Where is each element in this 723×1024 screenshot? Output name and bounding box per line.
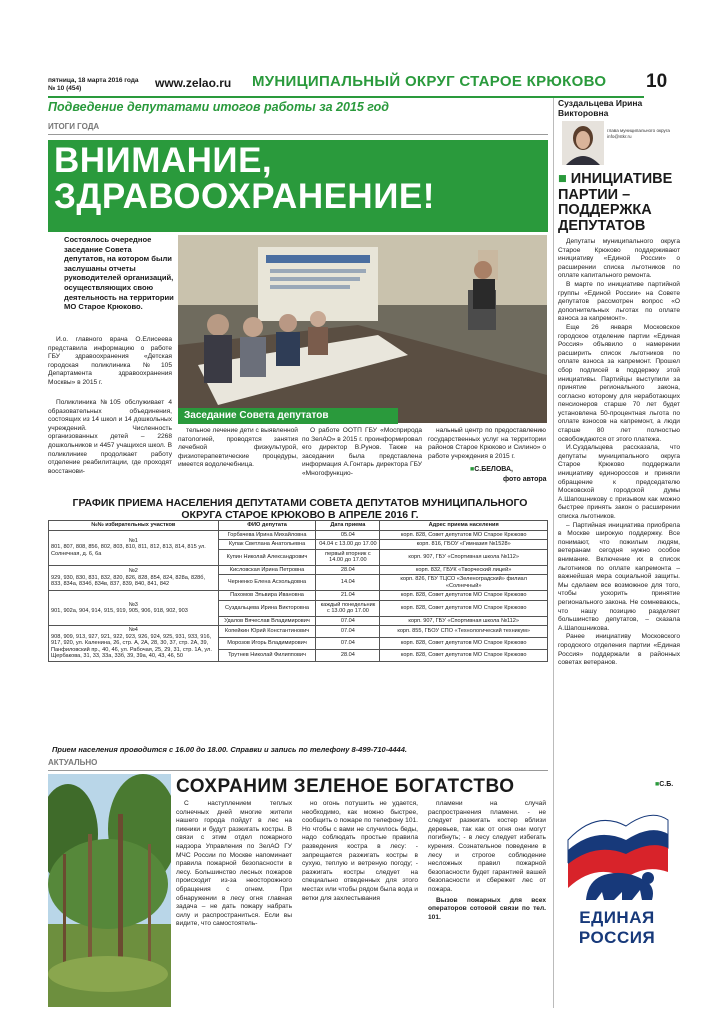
logo-text-line-1: ЕДИНАЯ xyxy=(579,908,655,927)
byline-author: С.БЕЛОВА, xyxy=(474,466,513,473)
article-column-1b xyxy=(48,399,172,476)
deputy-name: Суздальцева Ирина Викторовна xyxy=(218,600,316,616)
header-address: Адрес приема населения xyxy=(380,521,548,531)
right-headline: ■ ИНИЦИАТИВЕ ПАРТИИ – ПОДДЕРЖКА ДЕПУТАТОВ xyxy=(558,171,673,234)
group-cell xyxy=(49,565,219,591)
byline-name: ■С.БЕЛОВА, xyxy=(470,466,513,473)
reception-date: 28.04 xyxy=(316,649,380,661)
reception-address: корп. 907, ГБУ «Спортивная школа №112» xyxy=(380,549,548,565)
reception-address: корп. 907, ГБУ «Спортивная школа №112» xyxy=(380,616,548,626)
reception-date: каждый понедельник с 13.00 до 17.00 xyxy=(316,600,380,616)
site-link[interactable]: www.zelao.ru xyxy=(155,76,232,90)
table-row xyxy=(49,626,548,638)
meeting-photo xyxy=(178,235,547,423)
forest-photo xyxy=(48,774,171,1007)
a2-col1-text: С наступлением теплых солнечных дней многие жители нашего города пойдут в лес на пикники и будут разжигать костры. В связи с этим отдел пожарного надзора Управления по ЗелАО ГУ МЧС России по Москве напоминает правила пожарной безопасности в лесу. Большинство лесных пожаров происходит из-за неосторожного обращения с огнем. При обнаружении в лесу огня главная задача – не дать пожару набрать силу и распространиться. Если вы видите, что самостоятель- xyxy=(176,800,292,928)
article2-column-1 xyxy=(176,800,292,929)
col1-text: И.о. главного врача О.Елисеева представила информацию о работе ГБУ здравоохранения «Детская городская поликлиника №105 Департамента здравоохранения Москвы» в 2015 г. xyxy=(48,336,172,386)
banner-line-1: ВНИМАНИЕ, xyxy=(54,141,273,180)
col1b-text: Поликлиника №105 обслуживает 4 образовательных объединения, состоящих из 14 школ и 14 дошкольных учреждений. Численность организованных детей – 2268 дошкольников и 4457 учащихся школ. В поликлинике продолжает работу отделение реабилитации, где проходят восстанови- xyxy=(48,399,172,475)
col3-text: О работе ООТП ГБУ «Мосприрода по ЗелАО» в 2015 г. проинформировал его директор В.Рунов. Также на заседании была представлена информация А.Гонтарь директора ГБУ «Многофункцио- xyxy=(302,427,422,477)
reception-date: 05.04 xyxy=(316,530,380,540)
group-areas: 901, 902a, 904, 914, 915, 919, 905, 906, 918, 902, 903 xyxy=(51,608,188,614)
group-label: №2 xyxy=(128,568,138,574)
right-headline-text: ИНИЦИАТИВЕ ПАРТИИ – ПОДДЕРЖКА ДЕПУТАТОВ xyxy=(558,171,673,234)
banner-line-2: ЗДРАВООХРАНЕНИЕ! xyxy=(54,177,435,216)
reception-date: первый вторник с 14.00 до 17.00 xyxy=(316,549,380,565)
article-column-2 xyxy=(178,427,298,470)
right-paragraph: Ранее инициативу Московского городского отделения партии «Единая Россия» поддержали в районных советах ветеранов. xyxy=(558,633,680,667)
photo-caption: Заседание Совета депутатов xyxy=(178,408,398,424)
reception-address: корп. 828, Совет депутатов МО Старое Крюково xyxy=(380,530,548,540)
col4-text: нальный центр по предоставлению государственных услуг на территории районов Старое Крюково и Силино» о работе учреждения в 2015 г. xyxy=(428,427,546,460)
group-cell xyxy=(49,626,219,662)
author-name: Суздальцева Ирина Викторовна xyxy=(558,98,643,118)
byline-role: фото автора xyxy=(503,476,547,483)
schedule-title-line-1: ГРАФИК ПРИЕМА НАСЕЛЕНИЯ ДЕПУТАТАМИ СОВЕТА ДЕПУТАТОВ МУНИЦИПАЛЬНОГО xyxy=(72,497,528,509)
deputy-name: Удалов Вячеслав Владимирович xyxy=(218,616,316,626)
article2-column-2 xyxy=(302,800,418,903)
right-paragraph: Депутаты муниципального округа Старое Крюково поддерживают инициативу «Единой России» о расширении списка льготников по оплате капитального ремонта. xyxy=(558,238,680,280)
reception-address: корп. 832, ГБУК «Творческий лицей» xyxy=(380,565,548,575)
reception-address: корп. 828, Совет депутатов МО Старое Крюково xyxy=(380,591,548,601)
masthead-title: МУНИЦИПАЛЬНЫЙ ОКРУГ СТАРОЕ КРЮКОВО xyxy=(252,73,607,90)
reception-date: 07.04 xyxy=(316,637,380,649)
header-areas: №№ избирательных участков xyxy=(49,521,219,531)
header-deputy: ФИО депутата xyxy=(218,521,316,531)
reception-date: 07.04 xyxy=(316,626,380,638)
group-cell xyxy=(49,530,219,565)
right-paragraph: В марте по инициативе партийной группы «Единой России» на Совете депутатов рассмотрен вопрос «О дополнительных льготах по оплате взноса за капремонт». xyxy=(558,280,680,323)
right-article-body xyxy=(558,238,680,668)
table-row xyxy=(49,591,548,601)
deputy-name: Горбачева Ирина Михайловна xyxy=(218,530,316,540)
schedule-table xyxy=(48,520,548,662)
table-row xyxy=(49,530,548,540)
section-headline: Подведение депутатами итогов работы за 2015 год xyxy=(48,100,390,114)
schedule-title-line-2: ОКРУГА СТАРОЕ КРЮКОВО В АПРЕЛЕ 2016 Г. xyxy=(181,509,419,521)
col2-text: тельное лечение дети с выявленной патологией, проводятся занятия лечебной физкультурой, физиотерапевтические процедуры, имеется водолечебница. xyxy=(178,427,298,469)
section-label-actual: АКТУАЛЬНО xyxy=(48,758,548,771)
a2-col2-text: но огонь потушить не удается, необходимо, как можно быстрее, сообщить о пожаре по телефону 101. Но чтобы с вами не случилось беды, надо соблюдать простые правила разведения костра в лесу: - запрещается разжигать костры в сухую, теплую и ветреную погоду; - разжигать костры следует на специально отведенных для этого местах или чтобы рядом была вода и ветки для захлестывания xyxy=(302,800,418,902)
section-label: ИТОГИ ГОДА xyxy=(48,122,548,135)
reception-address: корп. 828, Совет депутатов МО Старое Крюково xyxy=(380,649,548,661)
group-areas: 929, 930, 830, 831, 832, 820, 826, 828, 854, 824, 828a, 828б, 833, 834a, 834б, 834в, 837, 839, 840, 841, 842 xyxy=(51,574,206,587)
reception-address: корп. 826, ГБУ ТЦСО «Зеленоградский» филиал «Солнечный» xyxy=(380,575,548,591)
group-cell xyxy=(49,591,219,626)
schedule-title xyxy=(60,497,540,521)
deputy-name: Морозов Игорь Владимирович xyxy=(218,637,316,649)
article-column-4 xyxy=(428,427,546,461)
reception-date: 04.04 с 13.00 до 17.00 xyxy=(316,540,380,550)
article2-title: СОХРАНИМ ЗЕЛЕНОЕ БОГАТСТВО xyxy=(176,776,515,797)
article-lead: Состоялось очередное заседание Совета депутатов, на котором были заслушаны отчеты руководителей организаций, осуществляющих свою деятельность на территории МО Старое Крюково. xyxy=(64,235,174,312)
deputy-name: Кисловская Ирина Петровна xyxy=(218,565,316,575)
issue-number: № 10 (454) xyxy=(48,85,82,92)
group-label: №1 xyxy=(128,537,138,544)
reception-date: 21.04 xyxy=(316,591,380,601)
deputy-name: Копейкин Юрий Константинович xyxy=(218,626,316,638)
article-column-3 xyxy=(302,427,422,479)
deputy-name: Купин Николай Александрович xyxy=(218,549,316,565)
schedule-note: Прием населения проводится с 16.00 до 18.00. Справки и запись по телефону 8-499-710-4444. xyxy=(52,745,407,754)
table-row xyxy=(49,565,548,575)
table-header-row xyxy=(49,521,548,531)
group-label: №4 xyxy=(128,627,138,633)
right-byline-text: С.Б. xyxy=(659,781,674,788)
author-role: глава муниципального округа info@stkr.ru xyxy=(607,128,670,139)
reception-address: корп. 828, Совет депутатов МО Старое Крюково xyxy=(380,637,548,649)
right-paragraph: И.Суздальцева рассказала, что депутаты муниципального округа Старое Крюково поддержали инициативу единороссов и приняли обращение к председателю Московской городской думы А.Шапошникову с призывом как можно быстрее принять закон о расширении списка льготников. xyxy=(558,444,680,520)
group-label: №3 xyxy=(128,601,138,608)
reception-date: 14.04 xyxy=(316,575,380,591)
page-number: 10 xyxy=(646,71,668,92)
deputy-name: Черненко Елена Асхольдовна xyxy=(218,575,316,591)
right-paragraph: Еще 26 января Московское городское отделение партии «Единая Россия» объявило о намерении расширить список льготников по оплате взноса за капремонт. Прошел сбор подписей в поддержку этой инициативы. Партийцы выступили за принятие регионального закона, согласно которому для неработающих пенсионеров старше 70 лет будет установлена 50-процентная льгота по оплате взносов на капремонт, а люди старше 80 лет полностью освобождаются от этого платежа. xyxy=(558,323,680,443)
deputy-name: Трутнев Николай Филиппович xyxy=(218,649,316,661)
right-byline: ■С.Б. xyxy=(655,781,674,788)
reception-date: 07.04 xyxy=(316,616,380,626)
banner-title xyxy=(54,143,435,215)
reception-address: корп. 828, Совет депутатов МО Старое Крюково xyxy=(380,600,548,616)
group-areas: 908, 909, 913, 927, 921, 922, 923, 926, 924, 925, 931, 933, 916, 917, 920, ул. Каленина, 26, стр. А, 2А, 28, 30, 37, стр. 2А, 39, Панфиловский пр., 40, 46, ул. Рабочая, 25, 29, 31, стр. 1А, ул. Щербакова, 31, 33, 33а, 33б, 39, 39а, 40, 43, 46, 50 xyxy=(51,633,212,659)
logo-text-line-2: РОССИЯ xyxy=(578,928,656,947)
a2-col3-bold: Вызов пожарных для всех операторов сотовой связи по тел. 101. xyxy=(428,896,546,921)
header-date: Дата приема xyxy=(316,521,380,531)
author-portrait xyxy=(562,121,604,165)
issue-date xyxy=(48,77,139,93)
date-text: пятница, 18 марта 2016 года xyxy=(48,77,139,84)
article-column-1 xyxy=(48,336,172,388)
column-divider xyxy=(553,98,554,1008)
reception-address: корп. 855, ГБОУ СПО «Технологический техникум» xyxy=(380,626,548,638)
a2-col3-text: пламени на случай распространения пламени. - не следует разжигать костер вблизи деревьев, так как от огня они могут погибнуть; - в лесу следует избегать курения. Сознательное поведение в лесу и строгое соблюдение несложных правил пожарной безопасности будет гарантией вашей безопасности и сбережет лес от пожара. xyxy=(428,800,546,893)
article2-column-3 xyxy=(428,800,546,922)
reception-address: корп. 816, ГБОУ «Гимназия №1528» xyxy=(380,540,548,550)
reception-date: 28.04 xyxy=(316,565,380,575)
header-divider xyxy=(48,96,644,98)
deputy-name: Пахомов Эльвира Ивановна xyxy=(218,591,316,601)
group-areas: 801, 807, 808, 856, 802, 803, 810, 811, 812, 813, 814, 815 ул. Солнечная, д. 6, 6а xyxy=(51,544,206,557)
right-paragraph: – Партийная инициатива приобрела в Москве широкую поддержку. Все понимают, что пожилым людям, ветеранам сегодня нужно особое внимание. Включение их в список льготников по оплате капремонта – важнейшая мера социальной защиты. Мы сделаем все возможное для того, чтобы ускорить принятие регионального закона. Не сомневаюсь, что нашу позицию разделяет большинство депутатов, – сказала А.Шапошникова. xyxy=(558,521,680,632)
deputy-name: Купак Светлана Анатольевна xyxy=(218,540,316,550)
